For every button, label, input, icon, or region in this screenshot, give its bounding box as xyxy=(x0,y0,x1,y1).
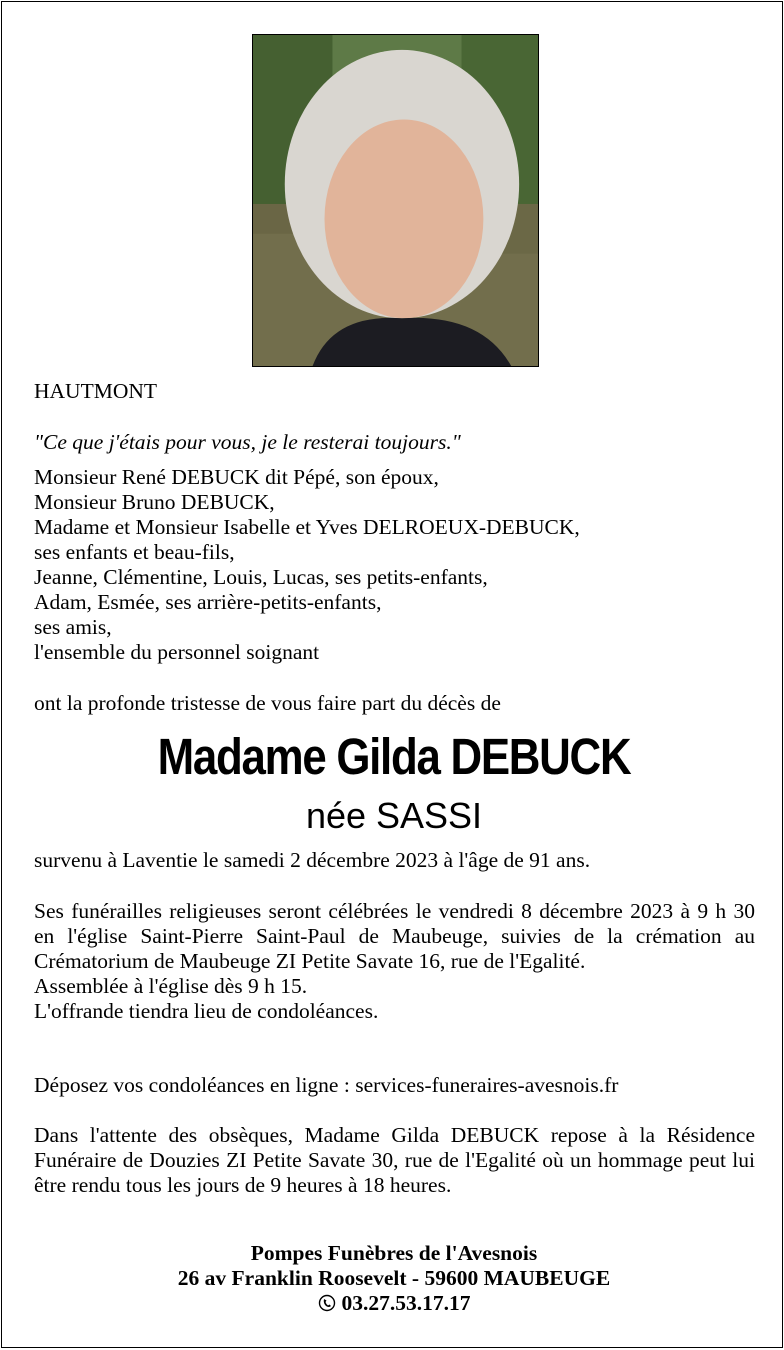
family-line: ses enfants et beau-fils, xyxy=(34,540,235,564)
portrait-image xyxy=(253,35,538,366)
phone-icon xyxy=(318,1291,336,1316)
family-line: Adam, Esmée, ses arrière-petits-enfants, xyxy=(34,590,382,614)
portrait-photo xyxy=(252,34,539,367)
funeral-ceremony: Ses funérailles religieuses seront célébrées le vendredi 8 décembre 2023 à 9 h 30 en l'église Saint-Pierre Saint-Paul de Maubeuge, suivies de la crémation au Crématorium de Maubeuge ZI Petite Savate 16, rue de l'Egalité. xyxy=(34,899,755,973)
funeral-details xyxy=(34,899,755,1024)
funeral-home-info xyxy=(2,1241,784,1316)
rest-location xyxy=(34,1123,755,1198)
funeral-home-address: 26 av Franklin Roosevelt - 59600 MAUBEUGE xyxy=(177,1266,611,1290)
family-line: ses amis, xyxy=(34,615,112,639)
obituary-notice xyxy=(1,1,783,1348)
funeral-offering: L'offrande tiendra lieu de condoléances. xyxy=(34,999,379,1023)
funeral-home-name: Pompes Funèbres de l'Avesnois xyxy=(250,1241,538,1265)
funeral-assembly: Assemblée à l'église dès 9 h 15. xyxy=(34,974,308,998)
deceased-name: Madame Gilda DEBUCK xyxy=(157,728,631,785)
maiden-name: née SASSI xyxy=(305,795,483,836)
announcement: ont la profonde tristesse de vous faire part du décès de xyxy=(34,691,501,715)
online-condolences: Déposez vos condoléances en ligne : services-funeraires-avesnois.fr xyxy=(34,1073,619,1097)
funeral-home-phone xyxy=(2,1291,784,1316)
family-list xyxy=(34,465,755,665)
family-line: l'ensemble du personnel soignant xyxy=(34,640,320,664)
family-line: Madame et Monsieur Isabelle et Yves DELROEUX-DEBUCK, xyxy=(34,515,580,539)
phone-number: 03.27.53.17.17 xyxy=(341,1291,471,1315)
quote: "Ce que j'étais pour vous, je le resterai toujours." xyxy=(34,430,461,454)
rest-text: Dans l'attente des obsèques, Madame Gilda DEBUCK repose à la Résidence Funéraire de Douzies ZI Petite Savate 30, rue de l'Egalité où un hommage peut lui être rendu tous les jours de 9 heures à 18 heures. xyxy=(34,1123,755,1197)
family-line: Monsieur Bruno DEBUCK, xyxy=(34,490,275,514)
family-line: Jeanne, Clémentine, Louis, Lucas, ses petits-enfants, xyxy=(34,565,488,589)
death-notice: survenu à Laventie le samedi 2 décembre 2023 à l'âge de 91 ans. xyxy=(34,848,591,872)
city-heading: HAUTMONT xyxy=(34,379,158,403)
family-line: Monsieur René DEBUCK dit Pépé, son époux, xyxy=(34,465,439,489)
